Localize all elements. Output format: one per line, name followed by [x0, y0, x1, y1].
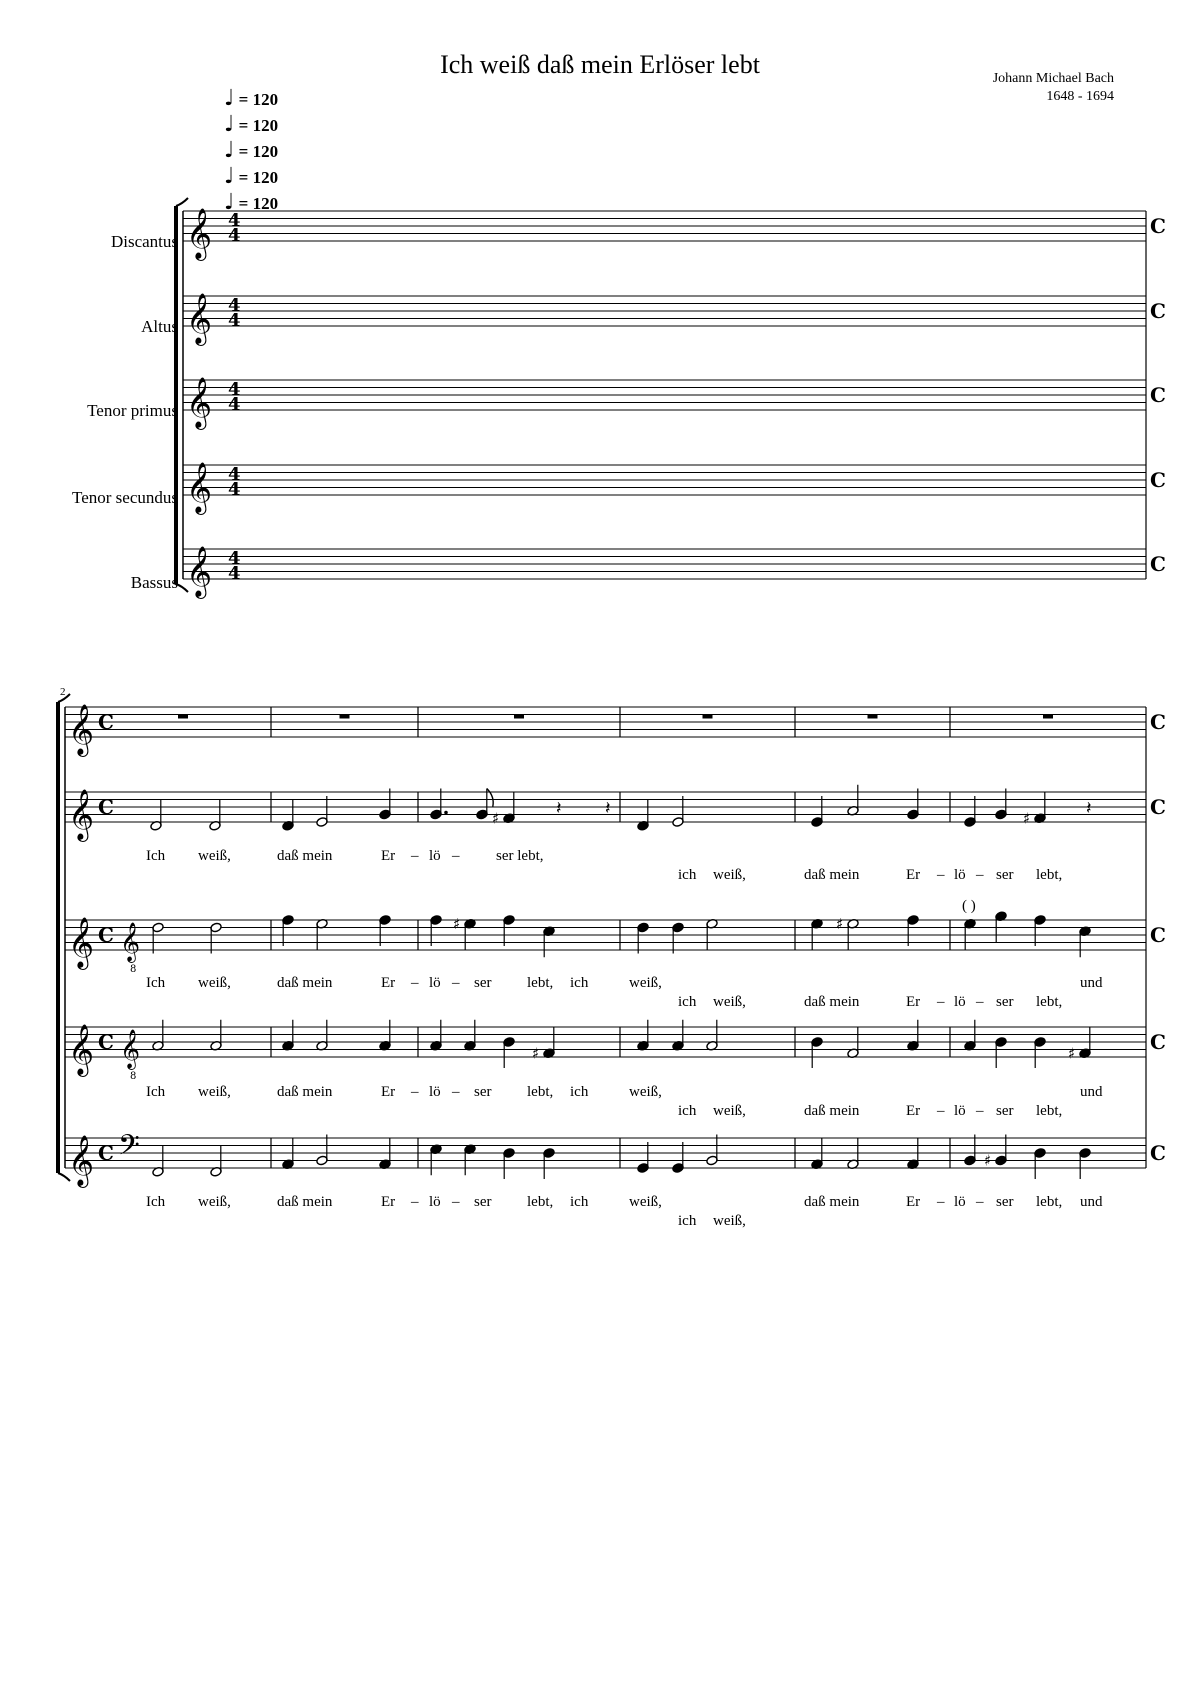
- time-signature-denominator: 4: [228, 563, 241, 584]
- whole-rest: [514, 715, 524, 719]
- lyric-syllable: weiß,: [198, 1084, 231, 1100]
- lyric-syllable: lö: [429, 848, 441, 864]
- whole-rest: [178, 715, 188, 719]
- lyric-syllable: –: [937, 994, 945, 1010]
- whole-rest: [1043, 715, 1053, 719]
- common-time-icon: C: [1150, 468, 1166, 492]
- lyric-syllable: Er: [906, 994, 921, 1010]
- composer-dates: 1648 - 1694: [1046, 89, 1114, 104]
- lyric-syllable: daß mein: [804, 994, 860, 1010]
- tempo-value: = 120: [238, 116, 279, 135]
- lyric-syllable: ich: [678, 1103, 697, 1119]
- bass-clef-icon: 𝄢: [118, 1129, 140, 1169]
- common-time-icon: C: [1150, 1141, 1166, 1165]
- lyric-syllable: Ich: [146, 1194, 166, 1210]
- treble-clef-icon: 𝄞: [68, 917, 95, 968]
- time-signature-numerator: 4: [228, 210, 241, 231]
- time-signature-numerator: 4: [228, 295, 241, 316]
- quarter-rest: 𝄽: [605, 798, 611, 819]
- lyric-syllable: ser: [996, 1103, 1014, 1119]
- lyric-syllable: ser: [474, 975, 492, 991]
- lyric-syllable: ich: [678, 994, 697, 1010]
- lyric-syllable: lö: [954, 1194, 966, 1210]
- sharp-accidental: ♯: [453, 914, 461, 933]
- quarter-note-icon: ♩: [224, 190, 235, 215]
- common-time-icon: C: [1150, 710, 1166, 734]
- augmentation-dot: [444, 811, 448, 815]
- lyric-syllable: lö: [429, 1194, 441, 1210]
- sharp-accidental: ♯: [492, 809, 500, 828]
- lyric-syllable: daß mein: [804, 867, 860, 883]
- quarter-note-icon: ♩: [224, 86, 235, 111]
- lyric-syllable: lebt,: [1036, 1194, 1063, 1210]
- part-name-altus: Altus: [141, 317, 178, 336]
- lyric-syllable: weiß,: [629, 1194, 662, 1210]
- tempo-value: = 120: [238, 194, 279, 213]
- part-name-tenor-primus: Tenor primus: [87, 401, 178, 420]
- lyric-syllable: Er: [381, 848, 396, 864]
- common-time-icon: C: [98, 710, 114, 734]
- treble-clef-icon: 𝄞: [68, 789, 95, 840]
- part-name-discantus: Discantus: [110, 232, 178, 251]
- lyric-syllable: –: [411, 1084, 419, 1100]
- common-time-icon: C: [1150, 923, 1166, 947]
- bracket-tip: [58, 694, 70, 702]
- lyric-syllable: ser: [996, 1194, 1014, 1210]
- lyric-syllable: –: [452, 1194, 460, 1210]
- octave-marker: 8: [130, 964, 137, 975]
- lyric-syllable: weiß,: [713, 994, 746, 1010]
- treble-clef-icon: 𝄞: [186, 377, 213, 428]
- lyric-syllable: lö: [429, 1084, 441, 1100]
- treble-clef-icon: 𝄞: [68, 1024, 95, 1075]
- lyric-syllable: –: [976, 994, 984, 1010]
- common-time-icon: C: [98, 1030, 114, 1054]
- sharp-accidental: ♯: [532, 1044, 540, 1063]
- lyric-syllable: lebt,: [1036, 994, 1063, 1010]
- lyric-syllable: ich: [570, 1084, 589, 1100]
- editorial-parenthesis-mark: ( ): [962, 898, 976, 914]
- page-title: Ich weiß daß mein Erlöser lebt: [440, 50, 760, 79]
- lyric-syllable: daß mein: [804, 1103, 860, 1119]
- lyric-syllable: lebt,: [1036, 1103, 1063, 1119]
- quarter-note-icon: ♩: [224, 138, 235, 163]
- common-time-icon: C: [98, 795, 114, 819]
- common-time-icon: C: [98, 1141, 114, 1165]
- treble-clef-icon: 𝄞: [68, 1135, 95, 1186]
- lyric-syllable: Er: [381, 1194, 396, 1210]
- lyric-syllable: –: [452, 1084, 460, 1100]
- lyric-syllable: Er: [381, 975, 396, 991]
- sharp-accidental: ♯: [1068, 1044, 1076, 1063]
- octave-marker: 8: [130, 1071, 137, 1082]
- quarter-rest: 𝄽: [1086, 798, 1092, 819]
- lyric-syllable: und: [1080, 1084, 1103, 1100]
- lyric-syllable: ich: [570, 1194, 589, 1210]
- lyric-syllable: lebt,: [1036, 867, 1063, 883]
- lyric-syllable: Er: [381, 1084, 396, 1100]
- treble-clef-icon: 𝄞: [186, 462, 213, 513]
- tempo-value: = 120: [238, 142, 279, 161]
- time-signature-numerator: 4: [228, 548, 241, 569]
- sharp-accidental: ♯: [836, 914, 844, 933]
- part-name-bassus: Bassus: [130, 573, 178, 592]
- tempo-value: = 120: [238, 90, 279, 109]
- composer-name: Johann Michael Bach: [992, 71, 1114, 86]
- tenor-clef-icon: 𝄞: [120, 922, 141, 962]
- lyric-syllable: ich: [678, 867, 697, 883]
- quarter-rest: 𝄽: [556, 798, 562, 819]
- lyric-syllable: –: [937, 1194, 945, 1210]
- lyric-syllable: daß mein: [804, 1194, 860, 1210]
- lyric-syllable: ser: [474, 1084, 492, 1100]
- lyric-syllable: lö: [954, 994, 966, 1010]
- treble-clef-icon: 𝄞: [68, 704, 95, 755]
- time-signature-denominator: 4: [228, 394, 241, 415]
- lyric-syllable: Er: [906, 1194, 921, 1210]
- lyric-syllable: –: [452, 975, 460, 991]
- lyric-syllable: weiß,: [713, 1213, 746, 1229]
- time-signature-denominator: 4: [228, 225, 241, 246]
- lyric-syllable: Ich: [146, 848, 166, 864]
- whole-rest: [703, 715, 713, 719]
- lyric-syllable: –: [411, 975, 419, 991]
- lyric-syllable: daß mein: [277, 848, 333, 864]
- lyric-syllable: und: [1080, 1194, 1103, 1210]
- sharp-accidental: ♯: [984, 1151, 992, 1170]
- lyric-syllable: ser lebt,: [496, 848, 544, 864]
- common-time-icon: C: [1150, 299, 1166, 323]
- time-signature-denominator: 4: [228, 479, 241, 500]
- lyric-syllable: weiß,: [629, 975, 662, 991]
- quarter-note-icon: ♩: [224, 164, 235, 189]
- lyric-syllable: daß mein: [277, 975, 333, 991]
- lyric-syllable: weiß,: [629, 1084, 662, 1100]
- lyric-syllable: –: [976, 1194, 984, 1210]
- lyric-syllable: ich: [570, 975, 589, 991]
- lyric-syllable: ser: [996, 994, 1014, 1010]
- treble-clef-icon: 𝄞: [186, 293, 213, 344]
- common-time-icon: C: [1150, 795, 1166, 819]
- treble-clef-icon: 𝄞: [186, 208, 213, 259]
- lyric-syllable: Er: [906, 867, 921, 883]
- lyric-syllable: –: [411, 848, 419, 864]
- whole-rest: [340, 715, 350, 719]
- lyric-syllable: Er: [906, 1103, 921, 1119]
- lyric-syllable: –: [937, 867, 945, 883]
- lyric-syllable: weiß,: [713, 867, 746, 883]
- lyric-syllable: Ich: [146, 975, 166, 991]
- tempo-value: = 120: [238, 168, 279, 187]
- common-time-icon: C: [1150, 1030, 1166, 1054]
- lyric-syllable: und: [1080, 975, 1103, 991]
- time-signature-numerator: 4: [228, 464, 241, 485]
- lyric-syllable: –: [411, 1194, 419, 1210]
- lyric-syllable: weiß,: [198, 975, 231, 991]
- sharp-accidental: ♯: [1023, 809, 1031, 828]
- quarter-note-icon: ♩: [224, 112, 235, 137]
- lyric-syllable: daß mein: [277, 1194, 333, 1210]
- lyric-syllable: –: [976, 867, 984, 883]
- lyric-syllable: weiß,: [713, 1103, 746, 1119]
- lyric-syllable: ser: [474, 1194, 492, 1210]
- time-signature-numerator: 4: [228, 379, 241, 400]
- tenor-clef-icon: 𝄞: [120, 1029, 141, 1069]
- lyric-syllable: lö: [954, 867, 966, 883]
- lyric-syllable: lebt,: [527, 1194, 554, 1210]
- lyric-syllable: weiß,: [198, 1194, 231, 1210]
- lyric-syllable: lebt,: [527, 975, 554, 991]
- lyric-syllable: –: [452, 848, 460, 864]
- treble-clef-icon: 𝄞: [186, 546, 213, 597]
- lyric-syllable: lö: [429, 975, 441, 991]
- lyric-syllable: ich: [678, 1213, 697, 1229]
- measure-number: 2: [60, 686, 66, 698]
- common-time-icon: C: [98, 923, 114, 947]
- common-time-icon: C: [1150, 552, 1166, 576]
- lyric-syllable: lebt,: [527, 1084, 554, 1100]
- lyric-syllable: lö: [954, 1103, 966, 1119]
- time-signature-denominator: 4: [228, 310, 241, 331]
- lyric-syllable: ser: [996, 867, 1014, 883]
- lyric-syllable: Ich: [146, 1084, 166, 1100]
- common-time-icon: C: [1150, 214, 1166, 238]
- lyric-syllable: –: [937, 1103, 945, 1119]
- bracket-tip: [176, 198, 188, 206]
- common-time-icon: C: [1150, 383, 1166, 407]
- lyric-syllable: –: [976, 1103, 984, 1119]
- eighth-flag: [487, 789, 493, 807]
- lyric-syllable: daß mein: [277, 1084, 333, 1100]
- part-name-tenor-secundus: Tenor secundus: [72, 488, 178, 507]
- lyric-syllable: weiß,: [198, 848, 231, 864]
- whole-rest: [868, 715, 878, 719]
